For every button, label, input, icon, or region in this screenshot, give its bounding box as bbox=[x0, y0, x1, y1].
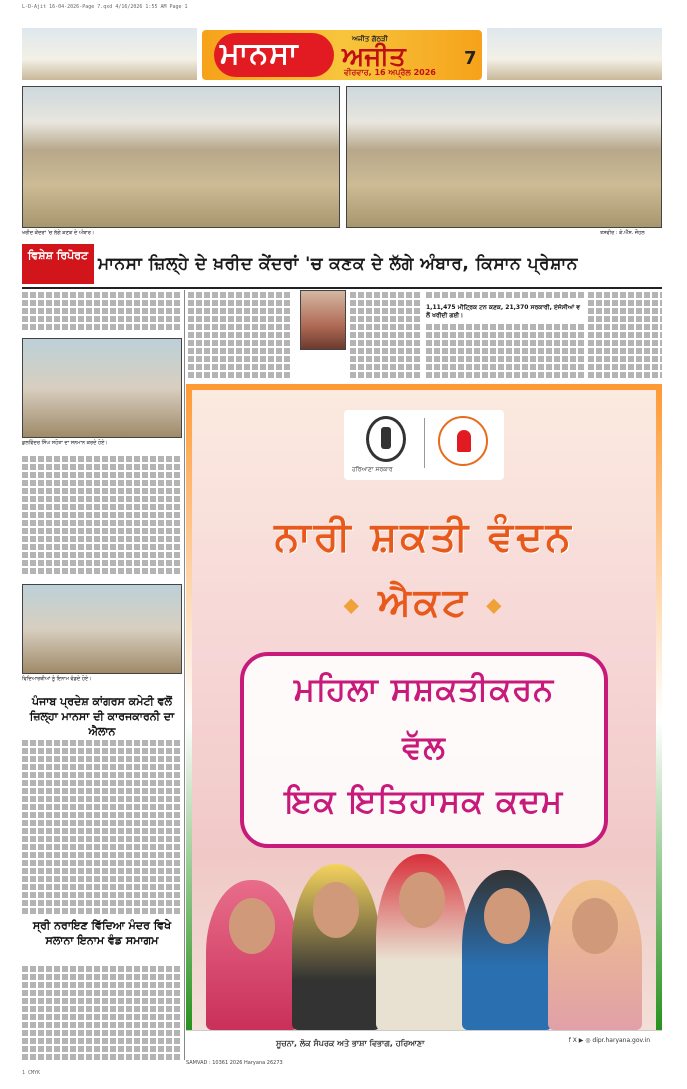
story3-headline: ਸ੍ਰੀ ਨਰਾਇਣ ਵਿੱਦਿਆ ਮੰਦਰ ਵਿਖੇ ਸਲਾਨਾ ਇਨਾਮ ਵੰਡ ਸਮਾਗਮ bbox=[32, 919, 172, 947]
masthead bbox=[22, 26, 662, 84]
woman-figure bbox=[548, 880, 642, 1030]
women-group-photo bbox=[206, 854, 642, 1030]
print-cmyk-mark: 1 CMYK bbox=[22, 1070, 41, 1076]
left-photo-prize-caption: ਵਿਦਿਆਰਥੀਆਂ ਨੂੰ ਇਨਾਮ ਵੰਡਦੇ ਹੋਏ। bbox=[22, 676, 92, 682]
ad-message-box bbox=[240, 652, 608, 848]
ad-box-line2: ਵੱਲ bbox=[402, 728, 446, 766]
ad-release-code: SAMVAD : 10361 2026 Haryana 26273 bbox=[186, 1060, 283, 1066]
masthead-photo-left bbox=[22, 28, 197, 80]
tricolour-bar-right bbox=[656, 384, 662, 1058]
woman-figure bbox=[292, 864, 380, 1030]
print-file-line: L-D-Ajit 16-04-2026-Page 7.qxd 4/16/2026 1:55 AM Page 1 bbox=[22, 4, 188, 10]
left-column-text-top bbox=[22, 292, 182, 336]
story2-text bbox=[22, 740, 182, 916]
reporter-photo bbox=[300, 290, 346, 350]
lead-photo-left bbox=[22, 86, 340, 228]
special-report-tag: ਵਿਸ਼ੇਸ਼ ਰਿਪੋਰਟ bbox=[22, 244, 94, 284]
ad-logo-panel bbox=[344, 410, 504, 480]
lead-story-col-5 bbox=[588, 292, 662, 380]
column-divider bbox=[184, 290, 185, 1060]
haryana-emblem-icon bbox=[366, 416, 406, 462]
lead-photo-caption: ਖਰੀਦ ਕੇਂਦਰਾਂ 'ਚ ਲੱਗੇ ਕਣਕ ਦੇ ਅੰਬਾਰ। bbox=[22, 230, 95, 236]
left-photo-prize bbox=[22, 584, 182, 674]
lead-headline: ਮਾਨਸਾ ਜ਼ਿਲ੍ਹੇ ਦੇ ਖ਼ਰੀਦ ਕੇਂਦਰਾਂ 'ਚ ਕਣਕ ਦੇ ਲੱਗੇ ਅੰਬਾਰ, ਕਿਸਾਨ ਪ੍ਰੇਸ਼ਾਨ bbox=[98, 254, 578, 274]
masthead-date: ਵੀਰਵਾਰ, 16 ਅਪ੍ਰੈਲ 2026 bbox=[344, 68, 436, 77]
woman-figure bbox=[376, 854, 468, 1030]
nari-shakti-logo-icon bbox=[438, 416, 488, 466]
lead-story-col-4-top bbox=[426, 292, 584, 304]
masthead-title: ਮਾਨਸਾ bbox=[220, 36, 299, 71]
lead-photo-right bbox=[346, 86, 662, 228]
masthead-band bbox=[202, 30, 482, 80]
diamond-icon: ◆ bbox=[343, 592, 362, 617]
woman-figure bbox=[206, 880, 298, 1030]
haryana-sarkar-label: ਹਰਿਆਣਾ ਸਰਕਾਰ bbox=[352, 466, 393, 473]
social-media-icons: f X ▶ ◎ dipr.haryana.gov.in bbox=[568, 1037, 650, 1044]
nari-shakti-advertisement bbox=[186, 384, 662, 1058]
page-number: 7 bbox=[464, 48, 477, 69]
story2-headline: ਪੰਜਾਬ ਪ੍ਰਦੇਸ਼ ਕਾਂਗਰਸ ਕਮੇਟੀ ਵਲੋਂ ਜ਼ਿਲ੍ਹਾ ਮਾਨਸਾ ਦੀ ਕਾਰਜਕਾਰਨੀ ਦਾ ਐਲਾਨ bbox=[29, 695, 175, 738]
ad-title-line2: ਐਕਟ bbox=[378, 580, 470, 624]
ad-title-line1: ਨਾਰੀ ਸ਼ਕਤੀ ਵੰਦਨ bbox=[274, 514, 574, 560]
masthead-subtitle: ਅਜੀਤ ਗੱਠੜੀ bbox=[352, 35, 388, 43]
lead-story-col-3 bbox=[350, 292, 422, 380]
tricolour-bar-left bbox=[186, 384, 192, 1058]
lead-story-col-4 bbox=[426, 324, 584, 380]
ad-footer bbox=[186, 1030, 662, 1058]
ad-box-line3: ਇਕ ਇਤਿਹਾਸਕ ਕਦਮ bbox=[284, 782, 564, 820]
side-snippet: 1,11,475 ਮੀਟ੍ਰਿਕ ਟਨ ਕਣਕ, 21,370 ਸਰਕਾਰੀ, ਏਜੰਸੀਆਂ ਵਲੋਂ ਖਰੀਦੀ ਗਈ। bbox=[426, 304, 581, 319]
masthead-photo-right bbox=[487, 28, 662, 80]
masthead-brand: ਅਜੀਤ bbox=[342, 42, 406, 72]
diamond-icon: ◆ bbox=[486, 592, 505, 617]
lead-photo-credit: ਤਸਵੀਰ : ਕੇ.ਐੱਸ. ਜੌਹਲ bbox=[600, 230, 645, 236]
ad-footer-department: ਸੂਚਨਾ, ਲੋਕ ਸੰਪਰਕ ਅਤੇ ਭਾਸ਼ਾ ਵਿਭਾਗ, ਹਰਿਆਣਾ bbox=[276, 1039, 425, 1048]
woman-figure bbox=[462, 870, 552, 1030]
left-photo-honour-caption: ਕੁਲਵਿੰਦਰ ਸਿੰਘ ਸਹੋਤਾ ਦਾ ਸਨਮਾਨ ਕਰਦੇ ਹੋਏ। bbox=[22, 440, 108, 446]
logo-divider bbox=[424, 418, 425, 468]
lead-story-col-2 bbox=[188, 292, 292, 380]
left-column-text-mid bbox=[22, 456, 182, 580]
ad-title-line2-wrap bbox=[186, 580, 662, 625]
ad-box-line1: ਮਹਿਲਾ ਸਸ਼ਕਤੀਕਰਨ bbox=[293, 670, 555, 708]
left-photo-honour bbox=[22, 338, 182, 438]
story3-text bbox=[22, 966, 182, 1062]
headline-rule bbox=[22, 287, 662, 289]
